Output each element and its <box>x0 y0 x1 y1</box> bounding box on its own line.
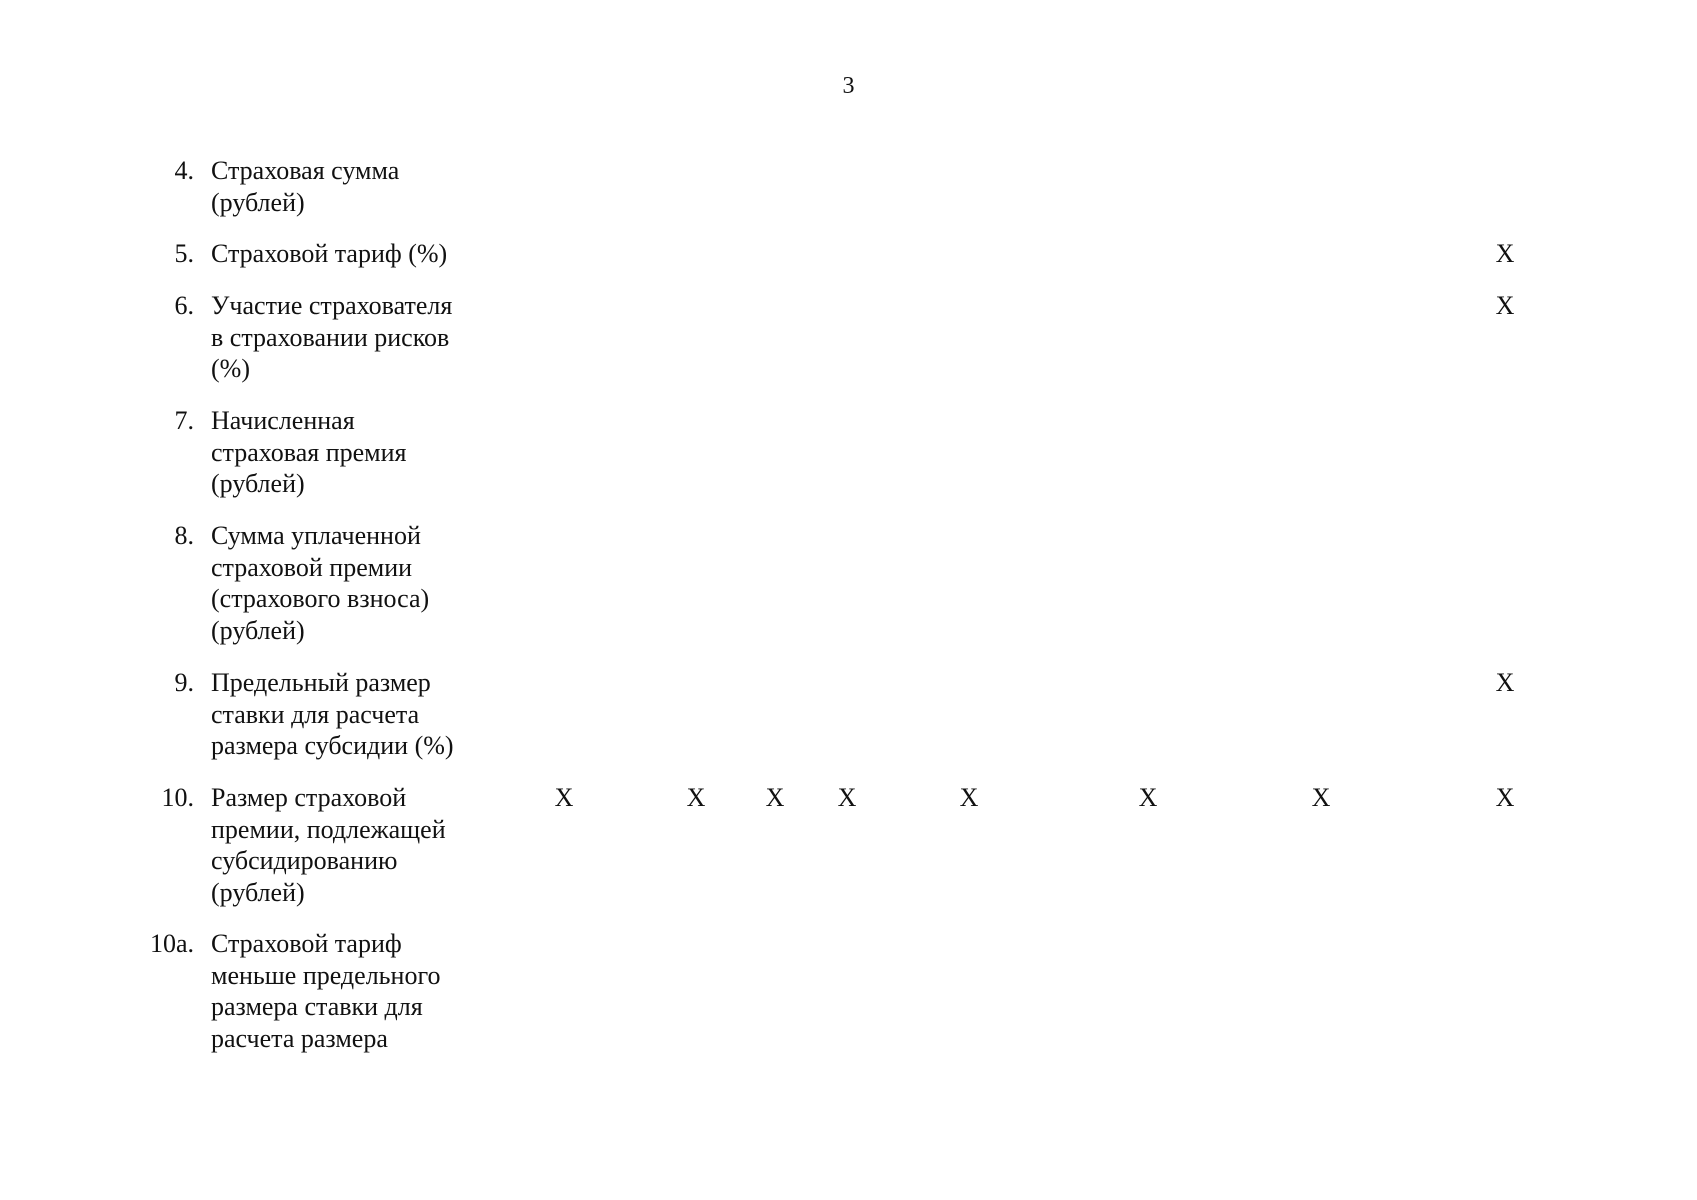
row-label <box>211 155 501 218</box>
row-label-line: (рублей) <box>211 877 305 907</box>
cross-mark: X <box>1495 291 1515 320</box>
cross-mark: X <box>837 783 857 812</box>
cross-mark: X <box>686 783 706 812</box>
row-number: 6. <box>174 291 194 320</box>
row-label-line: (%) <box>211 354 250 383</box>
row-label <box>211 238 501 270</box>
row-label-line: размера субсидии (%) <box>211 731 454 760</box>
row-number: 7. <box>174 406 194 435</box>
row-label-line: Размер страховой <box>211 783 407 812</box>
row-label <box>211 290 501 385</box>
row-number: 10. <box>161 783 194 812</box>
row-label <box>211 667 501 762</box>
row-label-line: расчета размера <box>211 1023 388 1053</box>
row-label-line: (страхового взноса) <box>211 584 430 613</box>
cross-mark: X <box>1138 783 1158 812</box>
row-label <box>211 520 501 646</box>
row-label-line: Участие страхователя <box>211 291 453 320</box>
row-label-line: Сумма уплаченной <box>211 521 421 550</box>
row-label-line: (рублей) <box>211 615 305 645</box>
row-label <box>211 782 501 908</box>
row-label-line: (рублей) <box>211 187 305 217</box>
row-number: 8. <box>174 521 194 550</box>
row-label-line: (рублей) <box>211 469 305 498</box>
row-label-line: субсидированию <box>211 846 398 875</box>
cross-mark: X <box>765 783 785 812</box>
row-label <box>211 405 501 500</box>
row-label-line: размера ставки для <box>211 992 423 1021</box>
row-number: 5. <box>174 239 194 268</box>
row-label-line: Предельный размер <box>211 668 431 697</box>
row-label-line: ставки для расчета <box>211 699 420 729</box>
row-label-line: Начисленная <box>211 406 355 435</box>
row-label-line: страховой премии <box>211 552 413 582</box>
cross-mark: X <box>1311 783 1331 812</box>
row-label-line: Страховая сумма <box>211 156 400 185</box>
row-label-line: Страховой тариф <box>211 929 402 958</box>
row-label-line: страховая премия <box>211 437 407 467</box>
row-number: 4. <box>174 156 194 185</box>
row-number: 9. <box>174 668 194 697</box>
row-label <box>211 928 501 1054</box>
cross-mark: X <box>1495 239 1515 268</box>
row-label-line: в страховании рисков <box>211 322 450 352</box>
row-label-line: меньше предельного <box>211 960 441 990</box>
cross-mark: X <box>1495 668 1515 697</box>
cross-mark: X <box>554 783 574 812</box>
cross-mark: X <box>959 783 979 812</box>
cross-mark: X <box>1495 783 1515 812</box>
row-label-line: премии, подлежащей <box>211 814 446 844</box>
row-number: 10а. <box>149 929 194 958</box>
page-number: 3 <box>842 73 855 99</box>
row-label-line: Страховой тариф (%) <box>211 239 448 268</box>
